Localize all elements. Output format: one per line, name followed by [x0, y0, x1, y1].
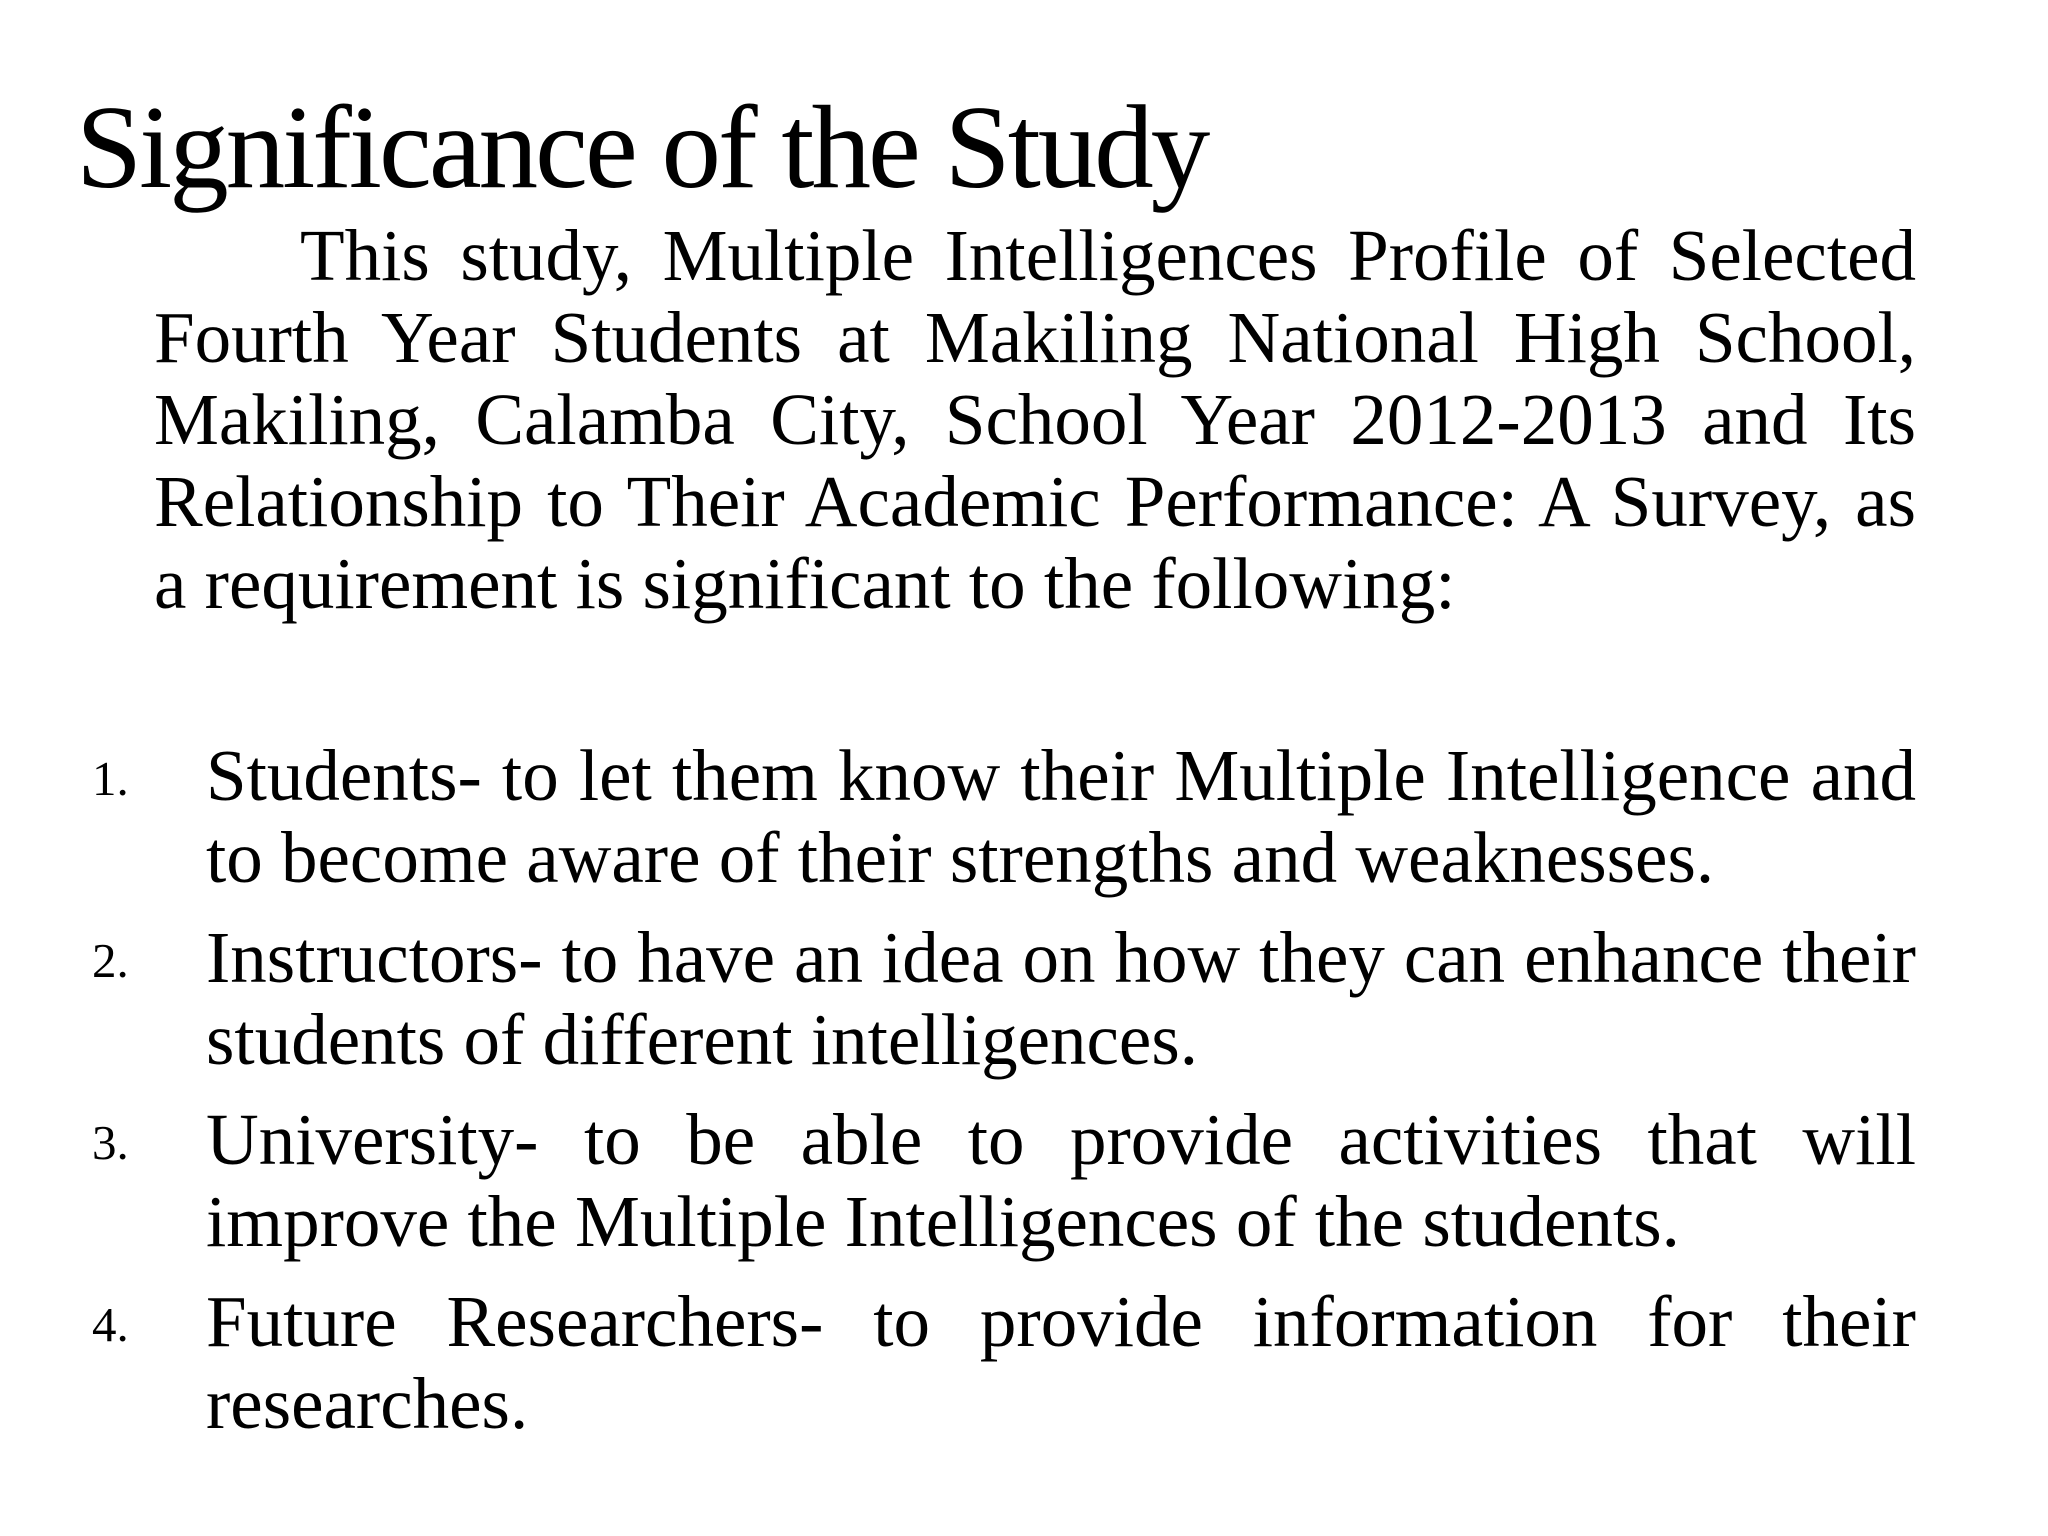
slide-title: Significance of the Study	[76, 81, 1208, 213]
list-text: University- to be able to provide activities that will improve the Multiple Intelligences of the students.	[206, 1099, 1916, 1262]
list-number: 2.	[92, 933, 129, 988]
list-text: Future Researchers- to provide information for their researches.	[206, 1281, 1916, 1444]
list-item-future-researchers	[92, 1281, 1916, 1445]
list-text: Instructors- to have an idea on how they can enhance their students of different intelligences.	[206, 917, 1916, 1080]
list-item-students	[92, 735, 1916, 899]
intro-paragraph: This study, Multiple Intelligences Profile of Selected Fourth Year Students at Makiling National High School, Makiling, Calamba City, School Year 2012-2013 and Its Relationship to Their Academic Performance: A Survey, as a requirement is significant to the following:	[154, 215, 1916, 624]
list-text: Students- to let them know their Multiple Intelligence and to become aware of their strengths and weaknesses.	[206, 735, 1916, 898]
list-item-instructors	[92, 917, 1916, 1081]
list-number: 1.	[92, 751, 129, 806]
significance-list	[92, 735, 1916, 1463]
list-item-university	[92, 1099, 1916, 1263]
list-number: 4.	[92, 1297, 129, 1352]
list-number: 3.	[92, 1115, 129, 1170]
